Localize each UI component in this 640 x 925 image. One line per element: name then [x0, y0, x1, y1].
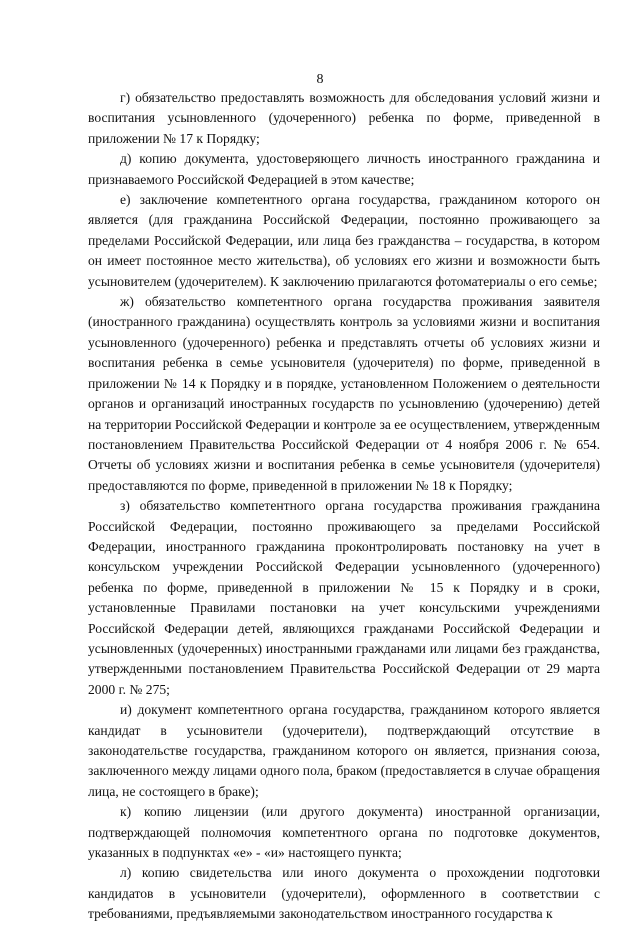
paragraph-d: д) копию документа, удостоверяющего личность иностранного гражданина и признаваемого Российской Федерацией в этом качестве; — [88, 151, 600, 187]
page-number: 8 — [316, 72, 324, 87]
paragraph-z: з) обязательство компетентного органа государства проживания гражданина Российской Федерации, постоянно проживающего за пределами Российской Федерации, иностранного гражданина проконтролировать постановку на учет в консульском учреждении Российской Федерации усыновленного (удочеренного) ребенка по форме, приведенной в приложении № 15 к Порядку и в сроки, установленные Правилами постановки на учет консульскими учреждениями Российской Федерации детей, являющихся гражданами Российской Федерации и усыновленных (удочеренных) иностранными гражданами или лицами без гражданства, утвержденными постановлением Правительства Российской Федерации от 29 марта 2000 г. № 275; — [88, 498, 600, 697]
paragraph-e: е) заключение компетентного органа государства, гражданином которого он является (для гражданина Российской Федерации, постоянно проживающего за пределами Российской Федерации, или лица без гражданства – государства, в котором он имеет постоянное место жительства), об условиях его жизни и возможности быть усыновителем (удочерителем). К заключению прилагаются фотоматериалы о его семье; — [88, 192, 600, 289]
paragraph-k: к) копию лицензии (или другого документа) иностранной организации, подтверждающей полномочия компетентного органа по подготовке документов, указанных в подпунктах «е» - «и» настоящего пункта; — [88, 804, 600, 861]
paragraph-zh: ж) обязательство компетентного органа государства проживания заявителя (иностранного гражданина) осуществлять контроль за условиями жизни и воспитания усыновленного (удочеренного) ребенка и представлять отчеты об условиях жизни и воспитания ребенка в семье усыновителя (удочерителя) по форме, приведенной в приложении № 14 к Порядку и в порядке, установленном Положением о деятельности органов и организаций иностранных государств по усыновлению (удочерению) детей на территории Российской Федерации и контроле за ее осуществлением, утвержденным постановлением Правительства Российской Федерации от 4 ноября 2006 г. № 654. Отчеты об условиях жизни и воспитания ребенка в семье усыновителя (удочерителя) предоставляются по форме, приведенной в приложении № 18 к Порядку; — [88, 294, 600, 493]
paragraph-l: л) копию свидетельства или иного документа о прохождении подготовки кандидатов в усыновители (удочерители), оформленного в соответствии с требованиями, предъявляемыми законодательством иностранного государства к — [88, 865, 600, 922]
paragraph-g: г) обязательство предоставлять возможность для обследования условий жизни и воспитания усыновленного (удочеренного) ребенка по форме, приведенной в приложении № 17 к Порядку; — [88, 90, 600, 146]
paragraph-i: и) документ компетентного органа государства, гражданином которого является кандидат в усыновители (удочерители), подтверждающий отсутствие в законодательстве государства, гражданином которого он является, признания союза, заключенного между лицами одного пола, браком (предоставляется в случае обращения лица, не состоящего в браке); — [88, 702, 600, 799]
document-body — [88, 88, 600, 925]
